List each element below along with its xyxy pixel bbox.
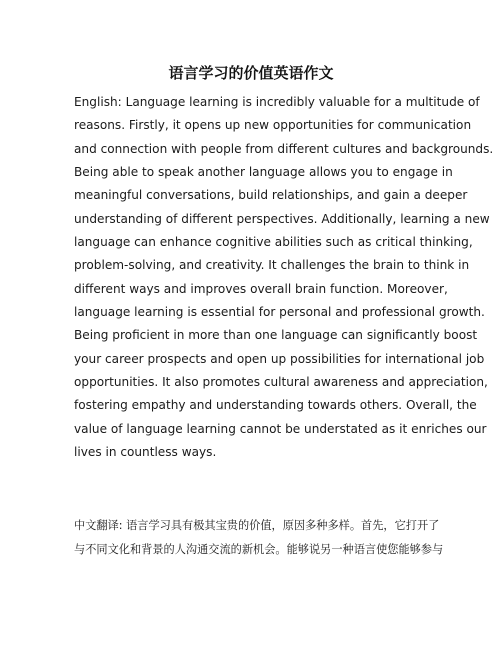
document-title: 语言学习的价值英语作文 (168, 64, 334, 82)
text-line: different ways and improves overall brain function. Moreover, (74, 281, 448, 296)
text-line: 与不同文化和背景的人沟通交流的新机会。能够说另一种语言使您能够参与 (74, 542, 444, 556)
text-line: Being able to speak another language allows you to engage in (74, 165, 453, 180)
text-line: Being proficient in more than one language can significantly boost (74, 328, 478, 343)
text-line: language can enhance cognitive abilities such as critical thinking, (74, 235, 473, 250)
text-line: 中文翻译: 语言学习具有极其宝贵的价值，原因多种多样。首先，它打开了 (74, 519, 440, 532)
text-line: reasons. Firstly, it opens up new opportunities for communication (74, 118, 472, 133)
chinese-paragraph (74, 514, 444, 561)
text-line: lives in countless ways. (74, 445, 217, 460)
text-line: fostering empathy and understanding towards others. Overall, the (74, 398, 477, 413)
text-line: language learning is essential for personal and professional growth. (74, 305, 485, 320)
text-line: opportunities. It also promotes cultural awareness and appreciation, (74, 375, 488, 390)
text-line: problem-solving, and creativity. It challenges the brain to think in (74, 258, 470, 273)
text-line: English: Language learning is incredibly valuable for a multitude of (74, 95, 480, 109)
text-line: your career prospects and open up possibilities for international job (74, 351, 485, 366)
text-line: understanding of different perspectives. Additionally, learning a new (74, 211, 490, 226)
text-line: value of language learning cannot be understated as it enriches our (74, 421, 487, 436)
english-paragraph (74, 91, 494, 465)
text-line: and connection with people from different cultures and backgrounds. (74, 141, 494, 156)
text-line: meaningful conversations, build relationships, and gain a deeper (74, 188, 468, 203)
